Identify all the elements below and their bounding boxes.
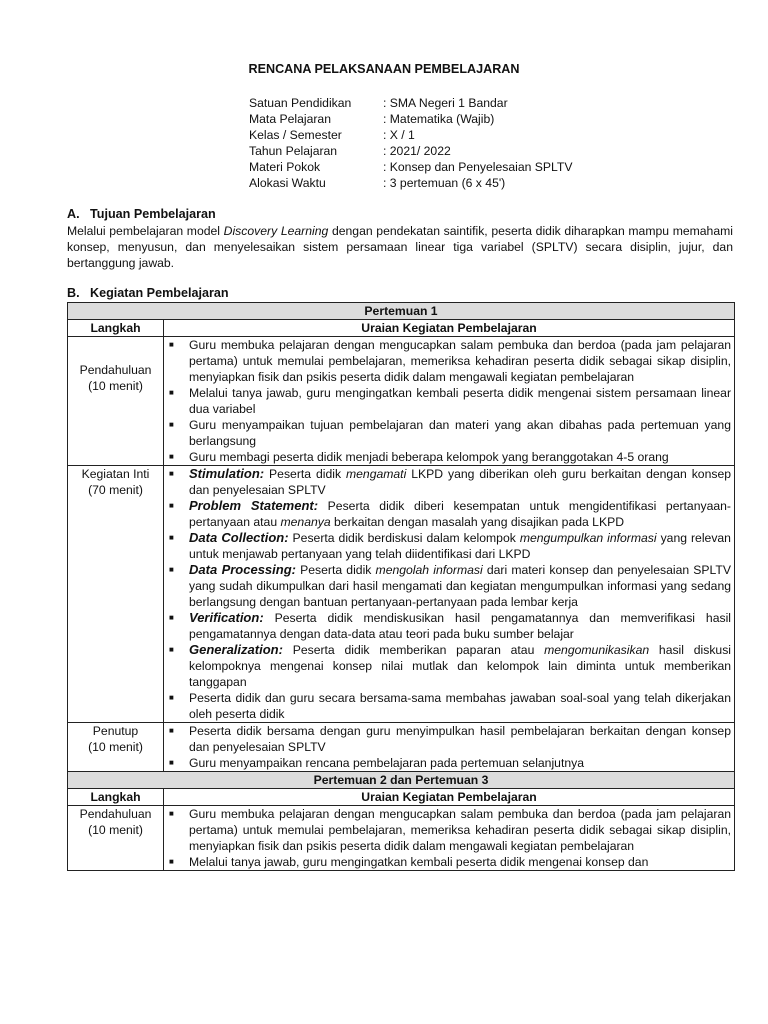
- activity-keyword: Data Collection:: [189, 530, 289, 545]
- activity-keyword: Stimulation:: [189, 466, 265, 481]
- table-row-introduction: [68, 337, 735, 466]
- section-title: Tujuan Pembelajaran: [90, 207, 216, 221]
- activity-item-processing: [167, 562, 731, 610]
- step-cell: [68, 806, 164, 871]
- identity-label: Alokasi Waktu: [249, 176, 326, 190]
- activity-text: LKPD yang diberikan oleh guru berkaitan dengan konsep dan penyelesaian SPLTV: [189, 467, 731, 497]
- activities-table: [67, 302, 735, 871]
- identity-label: Tahun Pelajaran: [249, 144, 338, 158]
- column-header-description: Uraian Kegiatan Pembelajaran: [164, 320, 735, 337]
- step-name: Pendahuluan: [79, 363, 152, 377]
- activity-item-discussion: ■ Peserta didik dan guru secara bersama-sama membahas jawaban soal-soal yang telah dikerjakan oleh peserta didik: [167, 690, 731, 722]
- activity-text: yang relevan untuk menjawab pertanyaan yang telah diidentifikasi dari LKPD: [189, 531, 731, 561]
- activity-emphasis: menanya: [280, 515, 331, 529]
- activity-emphasis: mengumpulkan informasi: [519, 531, 657, 545]
- objective-paragraph: [67, 223, 733, 271]
- activity-text: Peserta didik diberi kesempatan untuk mengidentifikasi pertanyaan-pertanyaan atau: [189, 499, 731, 529]
- section-number: A.: [67, 207, 80, 221]
- identity-block: [249, 95, 572, 191]
- identity-row-time: [249, 175, 572, 191]
- meeting-band: Pertemuan 2 dan Pertemuan 3: [68, 772, 735, 789]
- activity-text: Peserta didik berdiskusi dalam kelompok: [288, 531, 520, 545]
- step-time: (10 menit): [88, 379, 143, 393]
- description-cell: [164, 337, 735, 466]
- step-name: Kegiatan Inti: [81, 467, 150, 481]
- identity-label: Materi Pokok: [249, 160, 321, 174]
- activity-text: hasil diskusi kelompoknya mengenai konsep nilai mutlak dan kelompok lain diminta untuk memberikan tanggapan: [189, 643, 732, 689]
- section-a-heading: [67, 206, 216, 222]
- description-cell: [164, 466, 735, 723]
- objective-text: dengan pendekatan saintifik, peserta didik diharapkan mampu memahami konsep, menyusun, dan menyelesaikan sistem persamaan linear tiga variabel (SPLTV) secara disiplin, jujur, dan bertanggung jawab.: [67, 224, 733, 270]
- activity-text: dari materi konsep dan penyelesaian SPLTV yang sudah dikumpulkan dari hasil mengamati dan kegiatan mengumpulkan informasi yang sedang berlangsung dengan bantuan pertanyaan-pertanyaan pada lembar kerja: [189, 563, 732, 609]
- activity-item-problem: [167, 498, 731, 530]
- activity-item-collection: [167, 530, 731, 562]
- step-time: (10 menit): [88, 740, 143, 754]
- document-title: RENCANA PELAKSANAAN PEMBELAJARAN: [248, 62, 520, 76]
- identity-value: : 2021/ 2022: [383, 144, 451, 158]
- step-time: (70 menit): [88, 483, 143, 497]
- step-time: (10 menit): [88, 823, 143, 837]
- identity-value: : Konsep dan Penyelesaian SPLTV: [383, 160, 573, 174]
- identity-value: : Matematika (Wajib): [383, 112, 495, 126]
- identity-row-subject: [249, 111, 572, 127]
- activity-text: Peserta didik: [264, 467, 346, 481]
- section-b-heading: [67, 285, 229, 301]
- table-row-core: [68, 466, 735, 723]
- activity-item: ■ Guru menyampaikan tujuan pembelajaran dan materi yang akan dibahas pada pertemuan yang berlangsung: [167, 417, 731, 449]
- activity-item: ■ Guru membuka pelajaran dengan mengucapkan salam pembuka dan berdoa (pada jam pelajaran pertama) untuk memulai pembelajaran, memeriksa kehadiran peserta didik sebagai sikap disiplin, menyiapkan fisik dan psikis peserta didik dalam mengawali kegiatan pembelajaran: [167, 806, 731, 854]
- activity-emphasis: mengolah informasi: [375, 563, 483, 577]
- activity-emphasis: mengomunikasikan: [544, 643, 650, 657]
- objective-text: Melalui pembelajaran model: [67, 224, 224, 238]
- activity-emphasis: mengamati: [345, 467, 407, 481]
- activity-text: berkaitan dengan masalah yang disajikan pada LKPD: [330, 515, 624, 529]
- column-header-description: Uraian Kegiatan Pembelajaran: [164, 789, 735, 806]
- activity-text: Peserta didik: [295, 563, 376, 577]
- column-header-step: Langkah: [68, 320, 164, 337]
- activity-item-stimulation: [167, 466, 731, 498]
- activity-keyword: Verification:: [189, 610, 264, 625]
- column-header-step: Langkah: [68, 789, 164, 806]
- objective-model: Discovery Learning: [223, 224, 329, 238]
- identity-value: : X / 1: [383, 128, 415, 142]
- identity-row-class: [249, 127, 572, 143]
- description-cell: [164, 723, 735, 772]
- step-cell: [68, 337, 164, 466]
- identity-label: Satuan Pendidikan: [249, 96, 352, 110]
- activity-keyword: Data Processing:: [189, 562, 296, 577]
- step-name: Penutup: [92, 724, 139, 738]
- table-row-introduction: [68, 806, 735, 871]
- activity-item: ■ Peserta didik bersama dengan guru menyimpulkan hasil pembelajaran berkaitan dengan konsep dan penyelesaian SPLTV: [167, 723, 731, 755]
- activity-item-generalization: [167, 642, 731, 690]
- step-name: Pendahuluan: [79, 807, 152, 821]
- step-cell: [68, 466, 164, 723]
- activity-item: ■ Guru menyampaikan rencana pembelajaran pada pertemuan selanjutnya: [167, 755, 731, 771]
- activity-item: ■ Guru membagi peserta didik menjadi beberapa kelompok yang beranggotakan 4-5 orang: [167, 449, 731, 465]
- activity-text: Peserta didik memberikan paparan atau: [282, 643, 545, 657]
- activity-item: ■ Melalui tanya jawab, guru mengingatkan kembali peserta didik mengenai sistem persamaan linear dua variabel: [167, 385, 731, 417]
- meeting-band: Pertemuan 1: [68, 303, 735, 320]
- identity-value: : SMA Negeri 1 Bandar: [383, 96, 508, 110]
- activity-item: ■ Guru membuka pelajaran dengan mengucapkan salam pembuka dan berdoa (pada jam pelajaran pertama) untuk memulai pembelajaran, memeriksa kehadiran peserta didik sebagai sikap disiplin, menyiapkan fisik dan psikis peserta didik dalam mengawali kegiatan pembelajaran: [167, 337, 731, 385]
- identity-label: Mata Pelajaran: [249, 112, 331, 126]
- section-title: Kegiatan Pembelajaran: [90, 286, 229, 300]
- activity-item: ■ Melalui tanya jawab, guru mengingatkan kembali peserta didik mengenai konsep dan: [167, 854, 731, 870]
- identity-label: Kelas / Semester: [249, 128, 342, 142]
- identity-row-topic: [249, 159, 572, 175]
- description-cell: [164, 806, 735, 871]
- table-row-closing: [68, 723, 735, 772]
- identity-row-school: [249, 95, 572, 111]
- section-number: B.: [67, 286, 80, 300]
- activity-keyword: Problem Statement:: [189, 498, 319, 513]
- identity-value: : 3 pertemuan (6 x 45'): [383, 176, 506, 190]
- activity-item-verification: [167, 610, 731, 642]
- activity-text: Peserta didik mendiskusikan hasil pengamatannya dan memverifikasi hasil pengamatannya dengan data-data atau teori pada buku sumber belajar: [189, 611, 731, 641]
- activity-keyword: Generalization:: [189, 642, 283, 657]
- identity-row-year: [249, 143, 572, 159]
- step-cell: [68, 723, 164, 772]
